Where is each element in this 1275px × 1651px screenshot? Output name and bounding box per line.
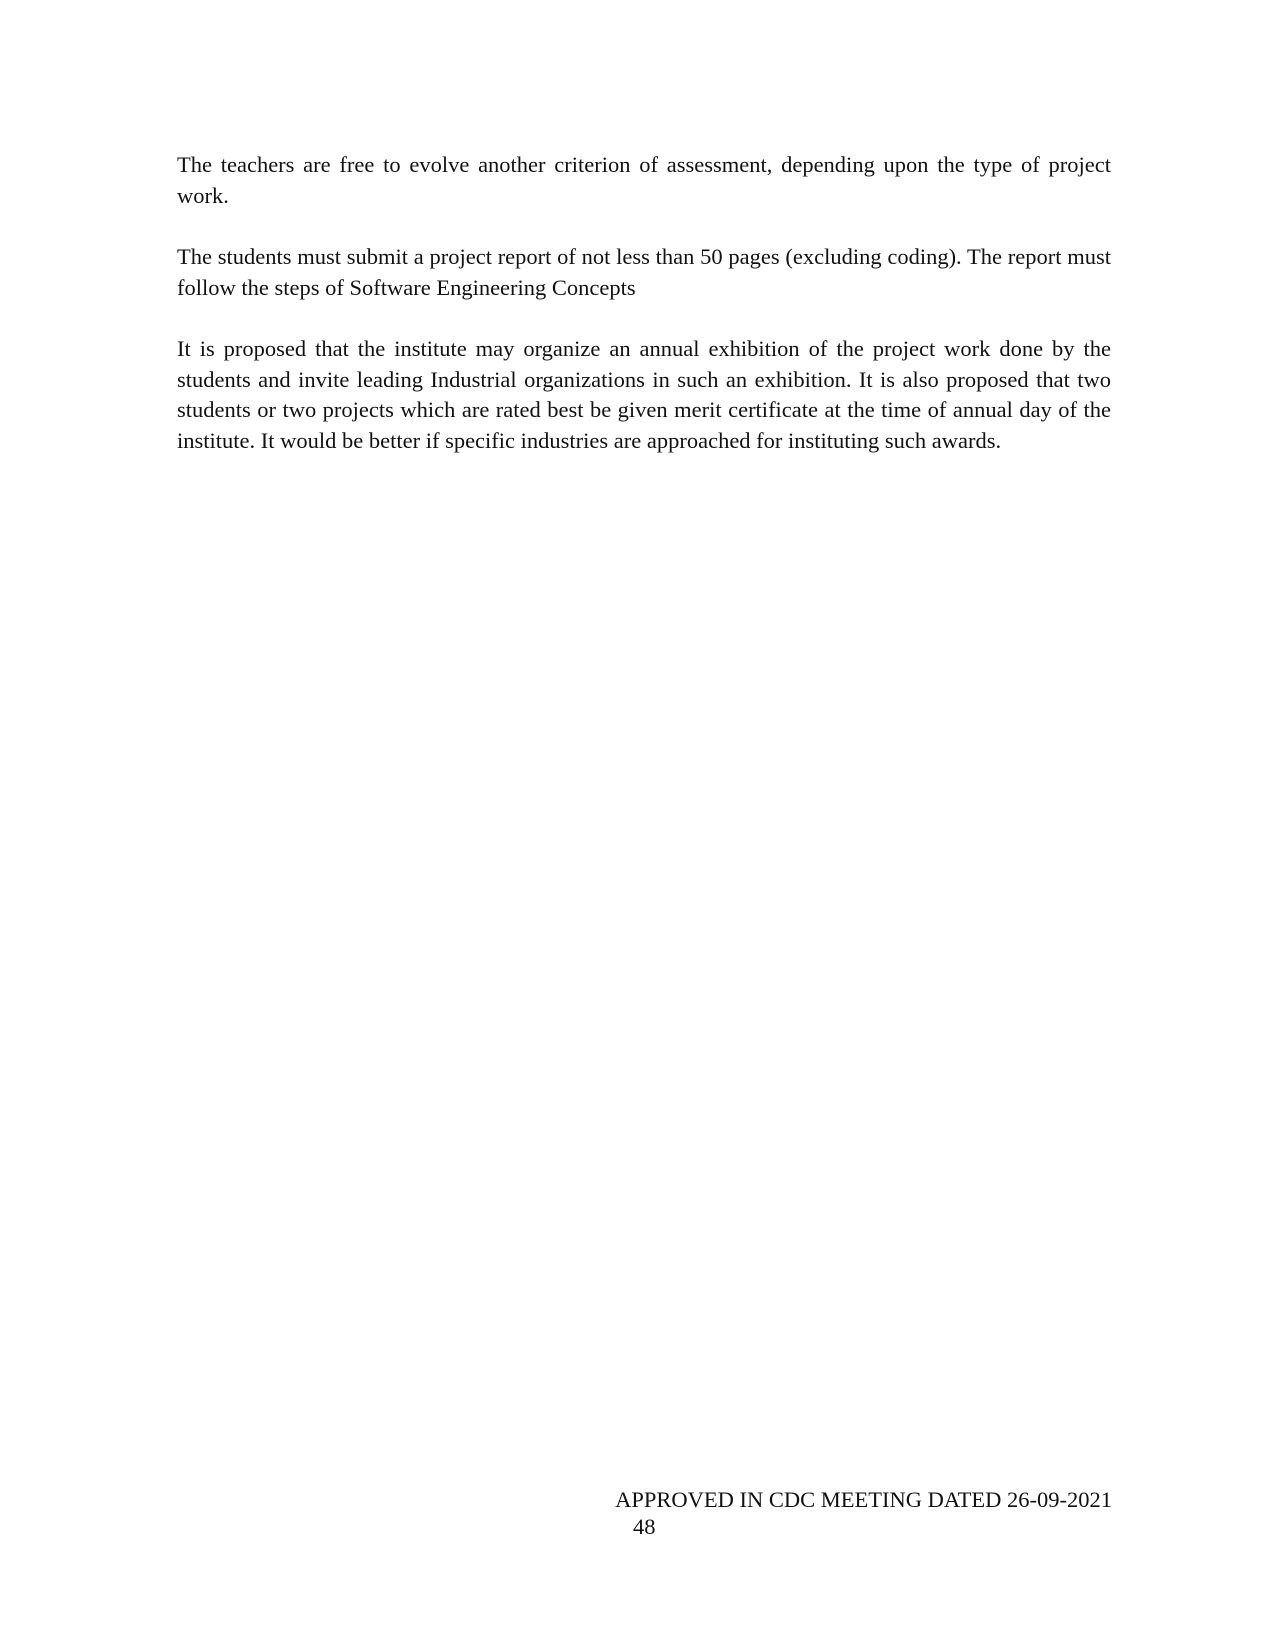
page-number: 48 bbox=[633, 1514, 656, 1539]
page-body bbox=[177, 150, 1111, 487]
paragraph-assessment-criteria: The teachers are free to evolve another criterion of assessment, depending upon the type of project work. bbox=[177, 152, 1111, 208]
paragraph-project-report: The students must submit a project report of not less than 50 pages (excluding coding). The report must follow the steps of Software Engineering Concepts bbox=[177, 244, 1111, 300]
paragraph-annual-exhibition: It is proposed that the institute may organize an annual exhibition of the project work done by the students and invite leading Industrial organizations in such an exhibition. It is also proposed that two students or two projects which are rated best be given merit certificate at the time of annual day of the institute. It would be better if specific industries are approached for instituting such awards. bbox=[177, 336, 1111, 453]
approval-footer: APPROVED IN CDC MEETING DATED 26-09-2021 bbox=[615, 1487, 1112, 1512]
